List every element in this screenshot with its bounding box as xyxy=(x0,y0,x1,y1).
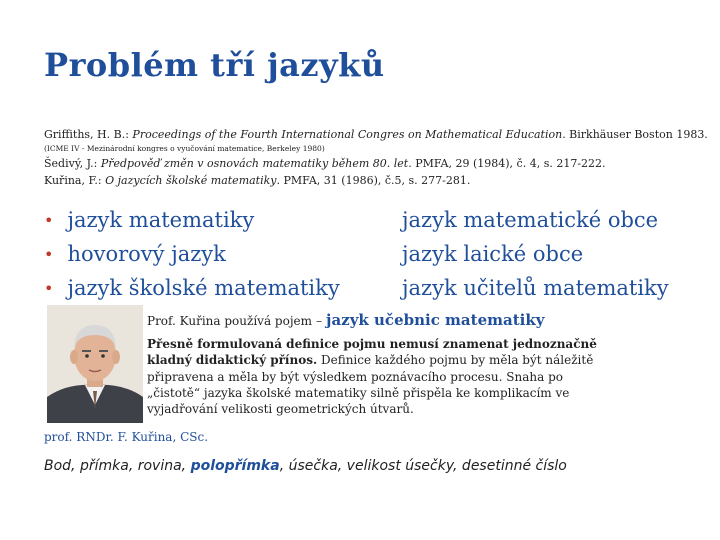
kurina-definition xyxy=(147,336,617,417)
dash-separator: – xyxy=(316,314,323,328)
photo-caption: prof. RNDr. F. Kuřina, CSc. xyxy=(44,430,209,444)
reference-author: Šedivý, J.: xyxy=(44,156,101,170)
bullet-icon: • xyxy=(44,278,54,298)
language-list xyxy=(44,203,684,305)
kurina-intro-text: Prof. Kuřina používá pojem xyxy=(147,314,313,328)
language-right-label: jazyk laické obce xyxy=(402,242,584,266)
reference-details: . Birkhäuser Boston 1983. xyxy=(562,128,708,141)
reference-details: . PMFA, 31 (1986), č.5, s. 277-281. xyxy=(276,173,471,187)
definition-text: Definice každého pojmu by měla být náležitě připravena a měla by být výsledkem poznávacího procesu. Snaha po „čistotě“ jazyka školské matematiky silně přispěla ke komplikacím ve vyjadřování velikosti geometrických útvarů. xyxy=(147,353,594,416)
geometry-terms xyxy=(44,458,567,474)
reference-griffiths xyxy=(44,126,708,143)
reference-work: Proceedings of the Fourth International Congres on Mathematical Education xyxy=(132,128,563,141)
kurina-note xyxy=(147,310,647,417)
portrait-photo xyxy=(47,305,143,423)
language-left xyxy=(44,276,402,300)
reference-sedivy xyxy=(44,155,694,172)
kurina-intro xyxy=(147,310,647,330)
language-left-label: hovorový jazyk xyxy=(67,242,226,266)
language-row xyxy=(44,237,684,271)
language-left xyxy=(44,242,402,266)
language-row xyxy=(44,271,684,305)
language-left xyxy=(44,208,402,232)
terms-highlight: polopřímka xyxy=(190,458,280,474)
bullet-icon: • xyxy=(44,210,54,230)
reference-author: Kuřina, F.: xyxy=(44,173,106,187)
reference-author: Griffiths, H. B.: xyxy=(44,128,133,141)
reference-work: O jazycích školské matematiky xyxy=(105,173,277,187)
language-left-label: jazyk školské matematiky xyxy=(67,276,340,300)
terms-after: , úsečka, velikost úsečky, desetinné číslo xyxy=(279,458,567,474)
reference-work: Předpověď změn v osnovách matematiky během 80. let xyxy=(100,156,409,170)
references xyxy=(44,126,708,189)
language-row xyxy=(44,203,684,237)
language-right-label: jazyk matematické obce xyxy=(402,208,659,232)
bullet-icon: • xyxy=(44,244,54,264)
definition-bold: Přesně formulovaná definice pojmu nemusí znamenat jednoznačně kladný didaktický přínos. xyxy=(147,337,597,368)
terms-before: Bod, přímka, rovina, xyxy=(44,458,191,474)
page-title: Problém tří jazyků xyxy=(44,46,385,84)
kurina-term: jazyk učebnic matematiky xyxy=(326,311,545,329)
reference-details: . PMFA, 29 (1984), č. 4, s. 217-222. xyxy=(408,156,606,170)
language-right-label: jazyk učitelů matematiky xyxy=(402,276,669,300)
reference-note: (ICME IV - Mezinárodní kongres o vyučování matematice, Berkeley 1980) xyxy=(44,144,325,154)
reference-kurina xyxy=(44,172,694,189)
language-left-label: jazyk matematiky xyxy=(67,208,255,232)
